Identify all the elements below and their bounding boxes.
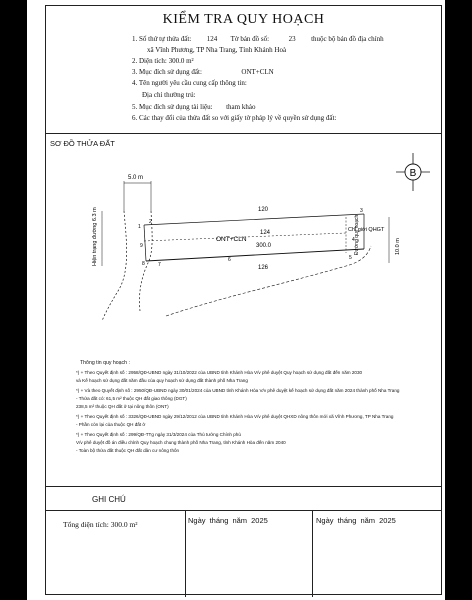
parcel-number: 124: [206, 35, 218, 43]
chi-gioi-label: Chỉ giới QHGT: [348, 227, 385, 233]
info-line-8: *) + Theo Quyết định số : 299/QĐ-TTg ngày 31/3/2024 của Thủ tướng Chính phủ: [76, 432, 241, 437]
info-line-2: và Kế hoạch sử dụng đất năm đầu của quy hoạch sử dụng đất thành phố Nha Trang: [76, 378, 248, 383]
info-line-6: *) + Theo Quyết định số : 3326/QĐ-UBND ngày 29/12/2012 của UBND tỉnh Khánh Hòa V/v phê duyệt QHXD nông thôn mới xã Vĩnh Phương, TP Nha Trang: [76, 414, 394, 419]
notes-divider-left: [185, 510, 186, 597]
point-8: 8: [142, 261, 145, 267]
road-label: Đường quy hoạch: [354, 214, 360, 255]
usage-label: 5. Mục đích sử dụng tài liệu:: [132, 103, 213, 111]
notes-heading: GHI CHÚ: [92, 495, 126, 504]
point-4: 4: [352, 237, 355, 243]
requester-line: 4. Tên người yêu cầu cung cấp thông tin:: [132, 79, 247, 87]
info-heading: Thông tin quy hoạch :: [80, 360, 130, 366]
location-line: xã Vĩnh Phương, TP Nha Trang, Tỉnh Khánh Hoà: [147, 46, 287, 54]
point-3: 3: [360, 208, 363, 214]
info-line-9: V/v phê duyệt đồ án điều chỉnh Quy hoạch chung thành phố Nha Trang, tỉnh Khánh Hòa đến năm 2040: [76, 440, 286, 445]
document-page: [27, 0, 445, 600]
point-1: 1: [138, 224, 141, 230]
info-line-5: 238,5 m² thuộc QH đất ở tại nông thôn (ONT): [76, 404, 169, 409]
parcel-number-label: 124: [260, 230, 271, 236]
notes-header: [46, 487, 441, 511]
area-label: 2. Diện tích:: [132, 57, 167, 65]
neighbor-label-120: 120: [258, 207, 269, 213]
right-dimension-label: 10.0 m: [395, 238, 401, 255]
info-line-4: - Thửa đất có: 61,5 m² thuộc QH đất giao thông (DGT): [76, 396, 187, 401]
sheet-tail: thuộc bộ bản đồ địa chính: [311, 35, 384, 43]
signature-date-2: Ngày tháng năm 2025: [316, 516, 396, 525]
info-line-3: *) + Và theo Quyết định số : 2950/QĐ-UBND ngày 30/01/2024 của UBND tỉnh Khánh Hòa V/v phê duyệt kế hoạch sử dụng đất năm 2024 thành phố Nha Trang: [76, 388, 400, 393]
sheet-label: Tờ bản đồ số:: [230, 35, 270, 43]
parcel-left-edge: [144, 225, 146, 261]
purpose-label: 3. Mục đích sử dụng đất:: [132, 68, 202, 76]
sheet-number: 23: [288, 35, 296, 43]
usage-value: tham khảo: [226, 103, 256, 111]
area-value: 300.0 m²: [168, 57, 194, 65]
usage-line: [132, 103, 255, 112]
point-6: 6: [228, 257, 231, 263]
top-dimension-label: 5.0 m: [128, 175, 144, 181]
info-line-10: - Toàn bộ thửa đất thuộc QH đất dân cư nông thôn: [76, 448, 180, 453]
point-9: 9: [140, 243, 143, 249]
parcel-use-label: ONT+CLN: [216, 236, 247, 243]
boundary-curve: [166, 246, 371, 316]
purpose-value: ONT+CLN: [241, 68, 274, 76]
total-area-note: Tổng diện tích: 300.0 m²: [63, 520, 138, 529]
parcel-label: 1. Số thứ tự thửa đất:: [132, 35, 192, 43]
parcel-bottom-edge: [146, 249, 364, 261]
purpose-line: [132, 68, 274, 77]
notes-divider-right: [312, 510, 313, 597]
info-line-7: - Phần còn lại của thuộc QH đất ở: [76, 422, 146, 427]
parcel-area-label: 300.0: [256, 243, 272, 249]
parcel-top-edge: [144, 214, 364, 225]
neighbor-label-126: 126: [258, 265, 269, 271]
parcel-diagram: [46, 151, 443, 366]
changes-line: 6. Các thay đổi của thửa đất so với giấy tờ pháp lý về quyền sử dụng đất:: [132, 114, 337, 122]
notes-section: [46, 486, 441, 597]
point-5: 5: [349, 255, 352, 261]
parcel-line: [132, 35, 384, 44]
point-7: 7: [158, 262, 161, 268]
address-line: Địa chỉ thường trú:: [142, 91, 196, 99]
compass-letter: B: [409, 168, 417, 179]
road-edge-left: [102, 211, 127, 321]
info-line-1: *) + Theo Quyết định số : 2958/QĐ-UBND ngày 31/10/2022 của UBND tỉnh Khánh Hòa V/v phê duyệt Quy hoạch sử dụng đất đến năm 2030: [76, 370, 363, 375]
page-title: KIỂM TRA QUY HOẠCH: [162, 12, 325, 27]
signature-date-1: Ngày tháng năm 2025: [188, 516, 268, 525]
point-2: 2: [149, 219, 152, 225]
diagram-title: SƠ ĐỒ THỬA ĐẤT: [50, 139, 115, 148]
area-line: [132, 57, 194, 66]
compass-icon: [396, 153, 430, 191]
header-section: [46, 6, 441, 134]
document-frame: [45, 5, 442, 595]
left-dimension-label: Hiện trạng đường 6.3 m: [92, 207, 98, 266]
